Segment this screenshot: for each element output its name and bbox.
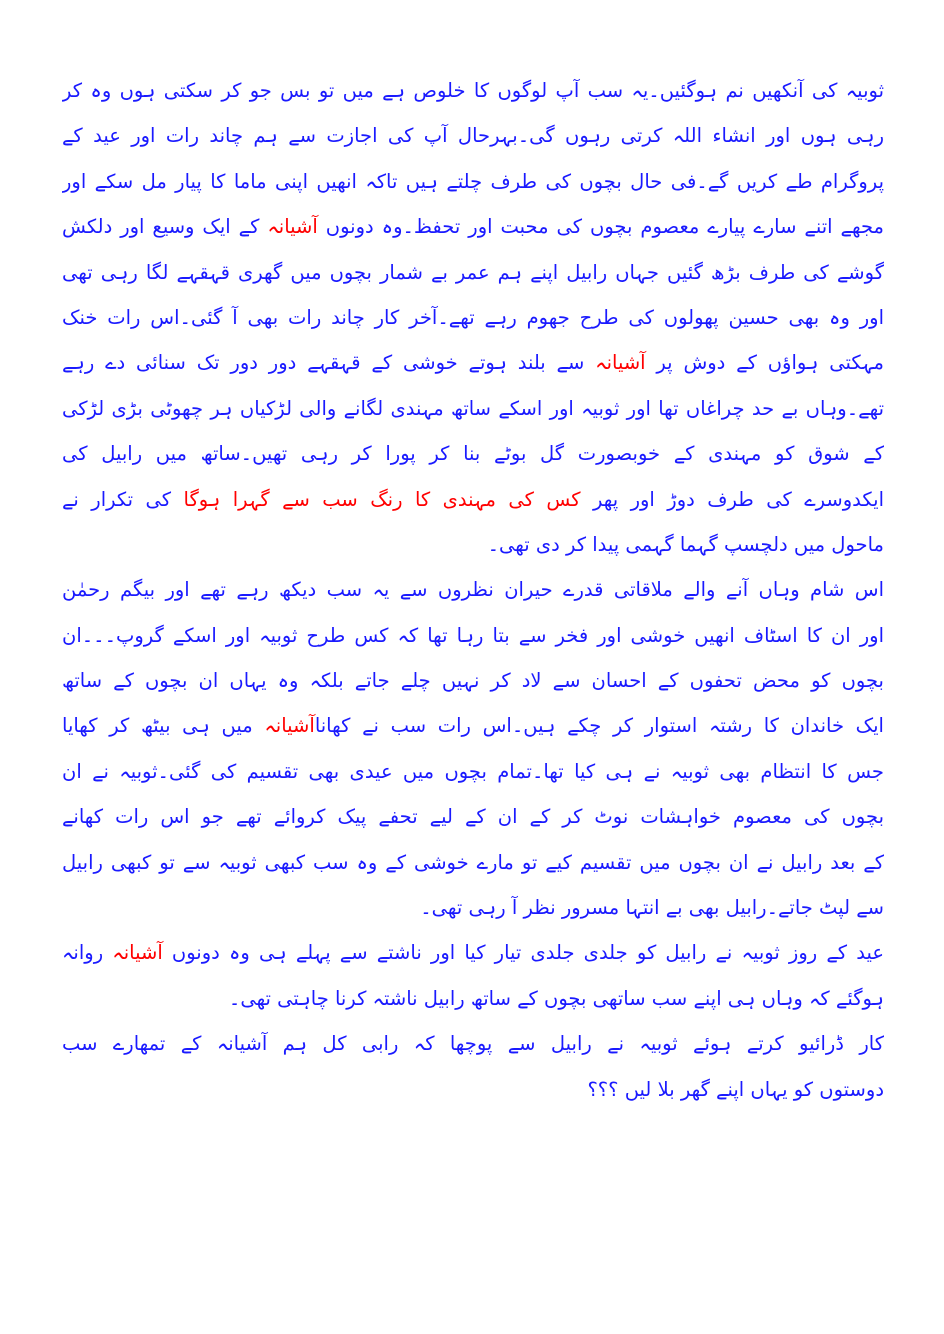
text-line — [62, 1021, 884, 1066]
text-line — [62, 113, 884, 158]
text-line — [62, 976, 884, 1021]
line-text: سے لپٹ جاتے۔رابیل بھی بے انتہا مسرور نظر آ رہی تھی۔ — [420, 896, 884, 920]
line-text: عید کے روز ثوبیہ نے رابیل کو جلدی جلدی تیار کیا اور ناشتے سے پہلے ہی وہ دونوں — [162, 941, 884, 965]
text-line — [62, 703, 884, 748]
line-text: ثوبیہ کی آنکھیں نم ہوگئیں۔یہ سب آپ لوگوں کا خلوص ہے میں تو بس جو کر سکتی ہوں وہ کر — [62, 79, 884, 102]
line-text: ایکدوسرے کی طرف دوڑ اور پھر — [580, 487, 884, 511]
text-line — [62, 68, 884, 113]
line-text: اور ان کا اسٹاف انھیں خوشی اور فخر سے بتا رہا تھا کہ کس طرح ثوبیہ اور اسکے گروپ۔۔۔ان — [62, 623, 884, 647]
line-text: ماحول میں دلچسپ گہما گہمی پیدا کر دی تھی۔ — [487, 532, 884, 556]
text-line — [62, 522, 884, 567]
line-text: کی تکرار نے — [62, 487, 184, 511]
line-text: کار ڈرائیو کرتے ہوئے ثوبیہ نے رابیل سے پوچھا کہ رابی کل ہم آشیانہ کے تمھارے سب — [62, 1032, 884, 1056]
text-line — [62, 794, 884, 839]
line-text: کے ایک وسیع اور دلکش — [62, 215, 268, 239]
line-text: پروگرام طے کریں گے۔فی حال بچوں کی طرف چلتے ہیں تاکہ انھیں اپنی ماما کا پیار مل سکے اور — [62, 169, 884, 193]
line-text: ایک خاندان کا رشتہ استوار کر چکے ہیں۔اس رات سب نے کھانا — [314, 714, 884, 738]
text-line — [62, 477, 884, 522]
line-text: کے بعد رابیل نے ان بچوں میں تقسیم کیے تو مارے خوشی کے وہ سب کبھی ثوبیہ سے تو کبھی رابیل — [62, 850, 884, 874]
line-text: بچوں کو محض تحفوں کے احسان سے لاد کر نہیں چلے جاتے بلکہ وہ یہاں ان بچوں کے ساتھ — [62, 669, 884, 693]
document-page — [62, 68, 884, 1288]
line-text: ہوگئے کہ وہاں ہی اپنے سب ساتھی بچوں کے ساتھ رابیل ناشتہ کرنا چاہتی تھی۔ — [228, 986, 884, 1010]
highlighted-text: آشیانہ — [595, 351, 646, 375]
text-line — [62, 386, 884, 431]
line-text: مجھے اتنے سارے پیارے معصوم بچوں کی محبت اور تحفظ۔وہ دونوں — [317, 215, 884, 239]
text-line — [62, 250, 884, 295]
line-text: مہکتی ہواؤں کے دوش پر — [645, 351, 884, 375]
text-line — [62, 204, 884, 249]
text-line — [62, 749, 884, 794]
text-line — [62, 840, 884, 885]
text-line — [62, 885, 884, 930]
line-text: کے شوق کو مہندی کے خوبصورت گل بوٹے بنا کر پورا کر رہی تھیں۔ساتھ میں رابیل کی — [62, 442, 884, 466]
line-text: گوشے کی طرف بڑھ گئیں جہاں رابیل اپنے ہم عمر بے شمار بچوں میں گھری قہقہے لگا رہی تھی — [62, 260, 884, 284]
text-line — [62, 340, 884, 385]
line-text: جس کا انتظام بھی ثوبیہ نے ہی کیا تھا۔تمام بچوں میں عیدی بھی تقسیم کی گئی۔ثوبیہ نے ان — [62, 759, 884, 783]
text-line — [62, 159, 884, 204]
text-line — [62, 613, 884, 658]
text-line — [62, 658, 884, 703]
text-line — [62, 295, 884, 340]
highlighted-text: آشیانہ — [112, 941, 163, 965]
line-text: اور وہ بھی حسین پھولوں کی طرح جھوم رہے تھے۔آخر کار چاند رات بھی آ گئی۔اس رات خنک — [62, 305, 884, 329]
line-text: اس شام وہاں آنے والے ملاقاتی قدرے حیران نظروں سے یہ سب دیکھ رہے تھے اور بیگم رحمٰن — [62, 578, 884, 602]
line-text: رہی ہوں اور انشاء اللہ کرتی رہوں گی۔بہرحال آپ کی اجازت سے ہم چاند رات اور عید کے — [62, 124, 884, 148]
line-text: میں ہی بیٹھ کر کھایا — [62, 714, 265, 738]
text-line — [62, 1067, 884, 1112]
line-text: سے بلند ہوتے خوشی کے قہقہے دور دور تک سنائی دے رہے — [62, 351, 596, 375]
text-line — [62, 431, 884, 476]
highlighted-text: کس کی مہندی کا رنگ سب سے گہرا ہوگا — [183, 487, 581, 511]
line-text: تھے۔وہاں بے حد چراغاں تھا اور ثوبیہ اور اسکے ساتھ مہندی لگانے والی لڑکیاں ہر چھوٹی بڑی لڑکی — [62, 396, 884, 420]
highlighted-text: آشیانہ — [267, 215, 318, 239]
line-text: بچوں کی معصوم خواہشات نوٹ کر کے ان کے لیے تحفے پیک کروائے تھے جو اس رات کھانے — [62, 805, 884, 829]
text-line — [62, 567, 884, 612]
line-text: روانہ — [62, 941, 113, 965]
text-line — [62, 930, 884, 975]
line-text: دوستوں کو یہاں اپنے گھر بلا لیں ؟؟؟ — [587, 1077, 884, 1101]
highlighted-text: آشیانہ — [264, 714, 315, 738]
